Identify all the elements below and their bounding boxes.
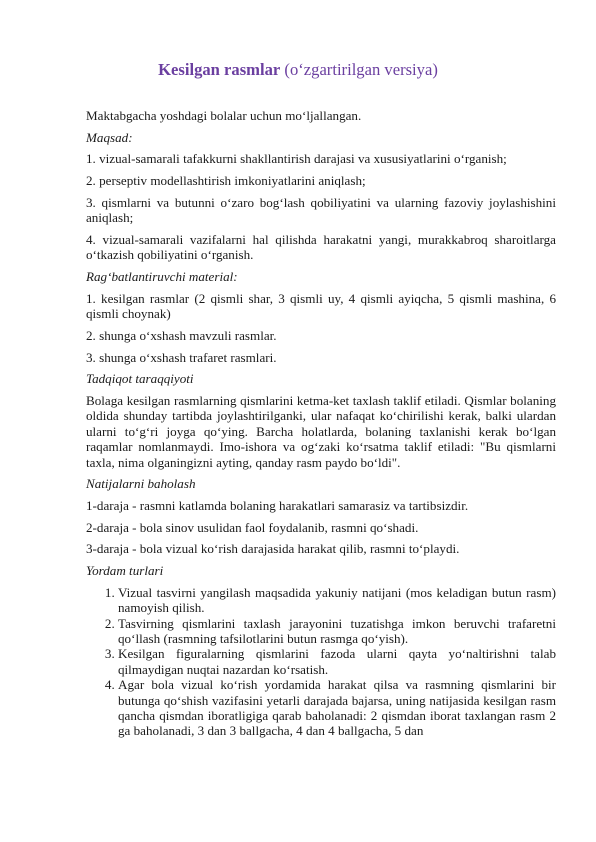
natija-item: 1-daraja - rasmni katlamda bolaning harakatlari samarasiz va tartibsizdir. bbox=[86, 497, 469, 513]
heading-natija: Natijalarni baholash bbox=[86, 476, 196, 492]
natija-item: 3-daraja - bola vizual ko‘rish darajasida harakat qilib, rasmni to‘playdi. bbox=[86, 541, 460, 557]
yordam-item: 2. Tasvirning qismlarini taxlash jarayonini tuzatishga imkon beruvchi trafaretni qo‘llash (rasmning tafsilotlarini butun rasmga qo‘yish). bbox=[118, 616, 556, 647]
heading-material: Rag‘batlantiruvchi material: bbox=[86, 269, 238, 285]
document-body bbox=[86, 108, 556, 739]
maqsad-item: 2. perseptiv modellashtirish imkoniyatlarini aniqlash; bbox=[86, 173, 366, 189]
title-bold: Kesilgan rasmlar bbox=[158, 60, 281, 79]
title-subtitle: (o‘zgartirilgan versiya) bbox=[280, 60, 438, 79]
page-title bbox=[0, 60, 596, 80]
maqsad-item: 1. vizual-samarali tafakkurni shakllantirish darajasi va xususiyatlarini o‘rganish; bbox=[86, 151, 507, 167]
heading-tadqiqot: Tadqiqot taraqqiyoti bbox=[86, 371, 194, 387]
natija-item: 2-daraja - bola sinov usulidan faol foydalanib, rasmni qo‘shadi. bbox=[86, 519, 419, 535]
yordam-item: 4. Agar bola vizual ko‘rish yordamida harakat qilsa va rasmning qismlarini bir butunga qo‘shish vazifasini yetarli darajada bajarsa, uning natijasida kesilgan rasm qancha qismdan iboratligiga qarab baholanadi: 2 qismdan iborat taxlangan rasm 2 ga baholanadi, 3 dan 3 ballgacha, 4 dan 4 ballgacha, 5 dan bbox=[118, 677, 556, 739]
yordam-item: 3. Kesilgan figuralarning qismlarini fazoda ularni qayta yo‘naltirishni talab qilmaydigan nuqtai nazardan ko‘rsatish. bbox=[118, 646, 556, 677]
material-item: 1. kesilgan rasmlar (2 qismli shar, 3 qismli uy, 4 qismli ayiqcha, 5 qismli mashina, 6 qismli choynak) bbox=[86, 290, 556, 322]
material-item: 3. shunga o‘xshash trafaret rasmlari. bbox=[86, 349, 277, 365]
maqsad-item: 4. vizual-samarali vazifalarni hal qilishda harakatni yangi, murakkabroq sharoitlarga o‘tkazish qobiliyatini o‘rganish. bbox=[86, 231, 556, 263]
heading-yordam: Yordam turlari bbox=[86, 563, 164, 579]
heading-maqsad: Maqsad: bbox=[86, 129, 133, 145]
material-item: 2. shunga o‘xshash mavzuli rasmlar. bbox=[86, 327, 277, 343]
tadqiqot-paragraph: Bolaga kesilgan rasmlarning qismlarini ketma-ket taxlash taklif etiladi. Qismlar bolaning oldida shunday tartibda joylashtirilganki, ular nafaqat ko‘chirilishi kerak, balki ulardan ularni to‘g‘ri joyga qo‘ying. Barcha holatlarda, bolaning taxlanishi kerak bo‘lgan raqamlar nomlanmaydi. Imo-ishora va og‘zaki ko‘rsatma taklif etiladi: "Bu qismlarni taxla, nima olganingizni ayting, qanday rasm paydo bo‘ldi". bbox=[86, 392, 556, 470]
maqsad-item: 3. qismlarni va butunni o‘zaro bog‘lash qobiliyatini va ularning fazoviy joylashishini aniqlash; bbox=[86, 194, 556, 226]
yordam-item: 1. Vizual tasvirni yangilash maqsadida yakuniy natijani (mos keladigan butun rasm) namoyish qilish. bbox=[118, 585, 556, 616]
yordam-list bbox=[86, 585, 556, 739]
intro-paragraph: Maktabgacha yoshdagi bolalar uchun mo‘ljallangan. bbox=[86, 108, 362, 123]
